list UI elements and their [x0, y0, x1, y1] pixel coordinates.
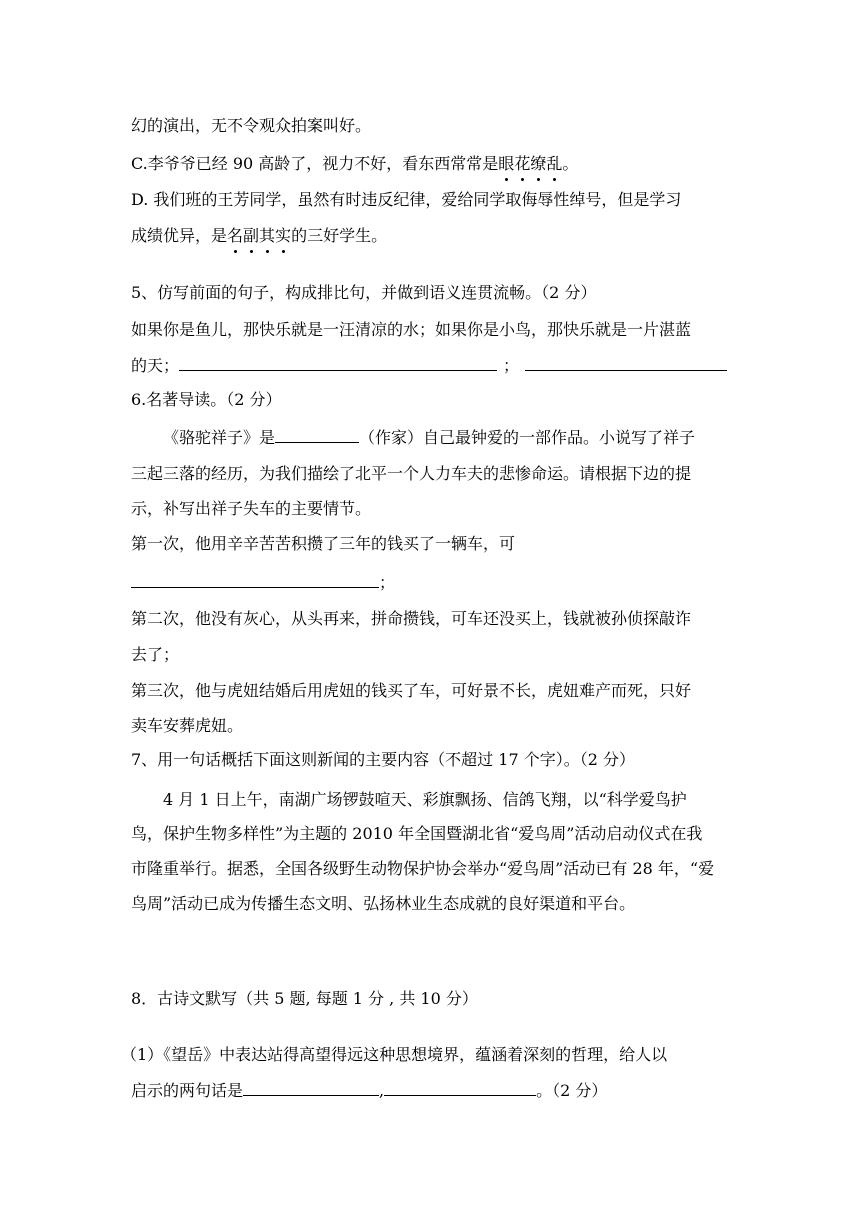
q5-answer-blank-1[interactable] [179, 356, 497, 371]
q6-author-blank[interactable] [275, 428, 359, 443]
q7-news-line2: 鸟，保护生物多样性”为主题的 2010 年全国暨湖北省“爱鸟周”活动启动仪式在我 [131, 824, 703, 843]
q7-title: 7、用一句话概括下面这则新闻的主要内容（不超过 17 个字）。（2 分） [131, 750, 635, 769]
q8-sub1-comma: , [379, 1081, 385, 1100]
q7-news-line1: 4 月 1 日上午，南湖广场锣鼓喧天、彩旗飘扬、信鸽飞翔，以“科学爱鸟护 [163, 790, 687, 809]
emphasis-char: 缭 [530, 154, 547, 173]
emphasis-char: 实 [275, 226, 292, 245]
q6-paragraph-line3: 示，补写出祥子失车的主要情节。 [131, 499, 372, 518]
q5-separator: ； [503, 356, 520, 375]
q8-sub1-line2 [131, 1081, 607, 1101]
q5-answer-blank-2[interactable] [525, 356, 727, 371]
q8-sub1-blank-1[interactable] [243, 1081, 379, 1096]
q6-paragraph-line2: 三起三落的经历，为我们描绘了北平一个人力车夫的悲惨命运。请根据下边的提 [131, 464, 692, 483]
emphasis-char: 副 [243, 226, 260, 245]
q6-first-answer [131, 573, 395, 593]
q5-prefix: 的天； [131, 356, 180, 375]
q8-sub1-prefix: 启示的两句话是 [131, 1081, 244, 1100]
q6-paragraph-line1 [163, 428, 695, 448]
q8-sub1-blank-2[interactable] [384, 1081, 536, 1096]
q6-first-blank[interactable] [131, 573, 379, 588]
q4-option-d-end: 的三好学生。 [291, 226, 388, 245]
q6-para-suffix: （作家）自己最钟爱的一部作品。小说写了祥子 [359, 428, 696, 447]
q6-first-end: ； [379, 573, 396, 592]
q6-title: 6.名著导读。（2 分） [131, 390, 282, 409]
q8-title: 8．古诗文默写（共 5 题, 每题 1 分 , 共 10 分） [131, 989, 478, 1008]
q6-third-line2: 卖车安葬虎妞。 [131, 716, 244, 735]
q7-news-line3: 市隆重举行。据悉，全国各级野生动物保护协会举办“爱鸟周”活动已有 28 年，“爱 [131, 859, 715, 878]
q5-answer-line [131, 356, 727, 376]
q6-second-line2: 去了； [131, 645, 180, 664]
q4-option-d-line1: D. 我们班的王芳同学，虽然有时违反纪律，爱给同学取侮辱性绰号，但是学习 [131, 190, 682, 209]
q7-news-line4: 鸟周”活动已成为传播生态文明、弘扬林业生态成就的良好渠道和平台。 [131, 894, 636, 913]
q4-option-d-text: 成绩优异，是 [131, 226, 228, 245]
q8-sub1-suffix: 。（2 分） [536, 1081, 608, 1100]
emphasis-char: 眼 [498, 154, 515, 173]
q5-title: 5、仿写前面的句子，构成排比句，并做到语义连贯流畅。（2 分） [131, 283, 597, 302]
q4-option-b-tail: 幻的演出，无不令观众拍案叫好。 [131, 116, 372, 135]
q6-second-line1: 第二次，他没有灰心，从头再来，拼命攒钱，可车还没买上，钱就被孙侦探敲诈 [131, 609, 692, 628]
emphasis-char: 乱 [546, 154, 563, 173]
q6-first-time: 第一次，他用辛辛苦苦积攒了三年的钱买了一辆车，可 [131, 534, 516, 553]
emphasis-char: 其 [259, 226, 276, 245]
q4-option-c-end: 。 [562, 154, 579, 173]
q4-option-c-text: C.李爷爷已经 90 高龄了，视力不好，看东西常常是 [131, 154, 499, 173]
q6-para-prefix: 《骆驼祥子》是 [163, 428, 276, 447]
q8-sub1-line1: （1）《望岳》中表达站得高望得远这种思想境界，蕴涵着深刻的哲理，给人以 [121, 1045, 668, 1064]
q5-sentence: 如果你是鱼儿，那快乐就是一汪清凉的水；如果你是小鸟，那快乐就是一片湛蓝 [131, 320, 692, 339]
q4-option-d-line2 [131, 226, 387, 246]
emphasis-char: 花 [514, 154, 531, 173]
q6-third-line1: 第三次，他与虎妞结婚后用虎妞的钱买了车，可好景不长，虎妞难产而死，只好 [131, 681, 692, 700]
emphasis-char: 名 [227, 226, 244, 245]
q4-option-c [131, 154, 578, 174]
